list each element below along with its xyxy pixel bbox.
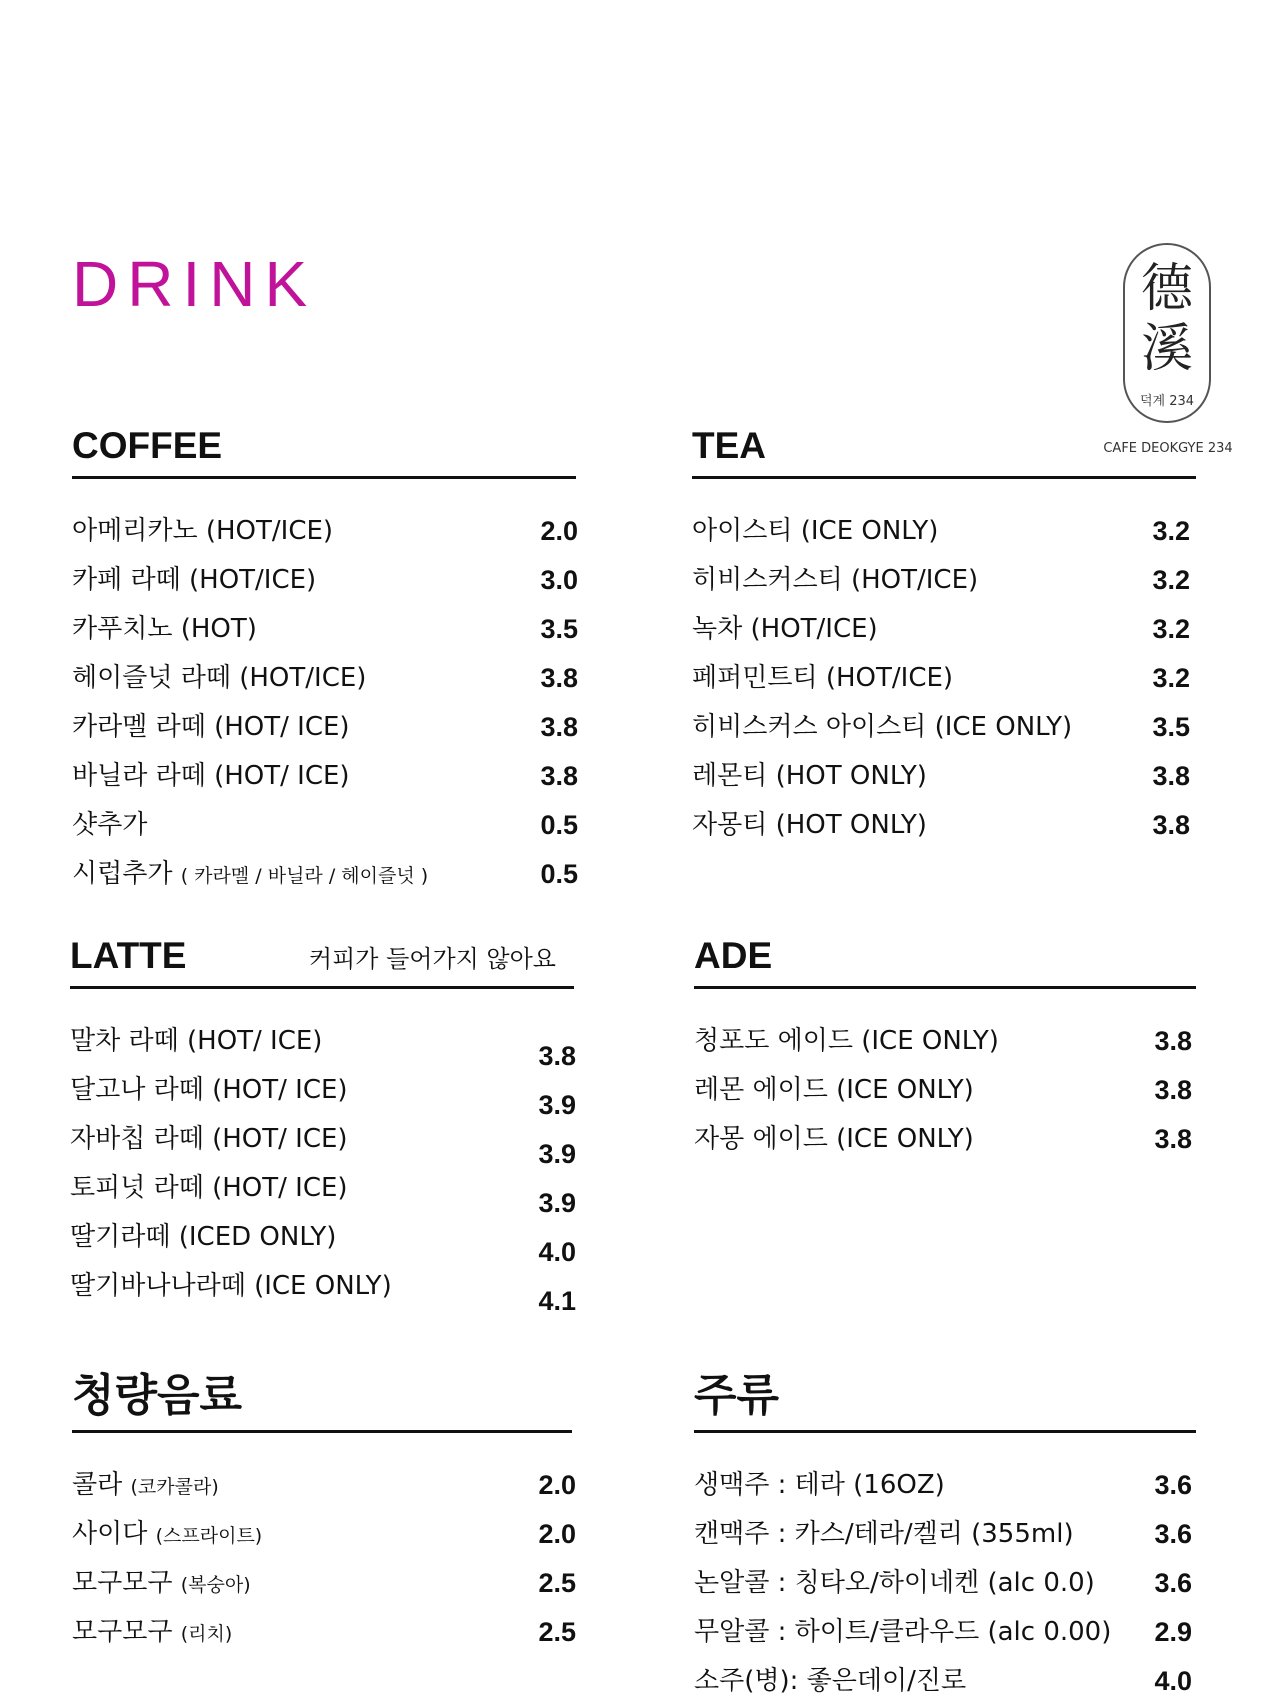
item-price: 3.9 [538,1139,576,1169]
item-price: 3.8 [540,712,578,742]
item-detail: (코카콜라) [130,1476,219,1498]
item-name-text: 자몽 에이드 (ICE ONLY) [694,1124,974,1154]
item-name [72,605,257,654]
item-name [70,1115,348,1164]
item-name [72,654,366,703]
logo-caption: CAFE DEOKGYE 234 [1103,441,1233,456]
item-name-text: 소주(병): 좋은데이/진로 [694,1666,967,1696]
item-name [72,850,428,901]
item-price: 3.8 [1154,1026,1192,1056]
menu-title: DRINK [72,248,317,320]
section-note: 커피가 들어가지 않아요 [308,945,556,973]
item-name-text: 콜라 [72,1470,123,1500]
menu-item [694,1608,1192,1657]
section-coffee [72,420,576,899]
item-name-text: 시럽추가 [72,859,173,889]
menu-item [72,654,578,703]
item-name [694,1657,966,1706]
item-name-text: 무알콜 : 하이트/클라우드 (alc 0.00) [694,1617,1112,1647]
item-name [694,1559,1095,1608]
item-name [72,801,147,850]
item-name-text: 카라멜 라떼 (HOT/ ICE) [72,712,350,742]
item-price: 3.6 [1154,1519,1192,1549]
menu-item [694,1559,1192,1608]
item-price: 4.0 [538,1237,576,1267]
item-price: 3.2 [1152,565,1190,595]
item-name-text: 카페 라떼 (HOT/ICE) [72,565,317,595]
item-price: 2.0 [538,1470,576,1500]
item-name [72,1559,251,1610]
item-name [72,1510,262,1561]
item-name [70,1066,348,1115]
section-soft-drinks [72,1370,576,1657]
item-name-text: 아메리카노 (HOT/ICE) [72,516,334,546]
section-title: TEA [692,425,766,466]
logo-badge [1123,243,1211,423]
menu-item [72,850,578,899]
item-detail: (스프라이트) [155,1525,263,1547]
item-name [694,1115,974,1164]
item-name [694,1608,1111,1657]
item-name [692,752,927,801]
item-name-text: 레몬 에이드 (ICE ONLY) [694,1075,974,1105]
section-divider [72,1430,572,1433]
item-name [72,703,350,752]
item-name-text: 히비스커스티 (HOT/ICE) [692,565,979,595]
item-name [72,556,316,605]
menu-item [692,703,1190,752]
menu-item [70,1164,576,1218]
menu-item [72,1559,576,1608]
item-name-text: 모구모구 [72,1617,173,1647]
item-name [692,654,953,703]
cafe-logo [1098,243,1233,456]
logo-small-text: 덕계 234 [1139,394,1195,409]
item-price: 0.5 [540,859,578,889]
item-price: 3.8 [540,663,578,693]
menu-item [694,1017,1192,1066]
section-alcohol [694,1370,1196,1706]
menu-item [70,1262,576,1316]
section-latte [70,930,576,1316]
item-name-text: 헤이즐넛 라떼 (HOT/ICE) [72,663,367,693]
section-ade [694,930,1196,1164]
item-detail: ( 카라멜 / 바닐라 / 헤이즐넛 ) [180,865,429,887]
item-price: 2.9 [1154,1617,1192,1647]
menu-item [70,1066,576,1120]
section-tea [692,420,1196,850]
item-price: 3.8 [1152,761,1190,791]
section-divider [694,1430,1196,1433]
menu-item [694,1066,1192,1115]
menu-item [692,605,1190,654]
menu-item [692,752,1190,801]
item-price: 2.0 [538,1519,576,1549]
item-name-text: 캔맥주 : 카스/테라/켈리 (355ml) [694,1519,1074,1549]
item-name [692,507,938,556]
item-name-text: 생맥주 : 테라 (16OZ) [694,1470,945,1500]
item-name [72,507,333,556]
item-name-text: 자바칩 라떼 (HOT/ ICE) [70,1124,348,1154]
item-name-text: 사이다 [72,1519,148,1549]
section-title: ADE [694,935,773,976]
item-price: 3.0 [540,565,578,595]
item-name-text: 청포도 에이드 (ICE ONLY) [694,1026,999,1056]
item-price: 3.8 [1154,1075,1192,1105]
logo-char-1: 德 [1140,259,1193,319]
item-name-text: 논알콜 : 칭타오/하이네켄 (alc 0.0) [694,1568,1095,1598]
menu-item [692,507,1190,556]
item-price: 3.2 [1152,663,1190,693]
menu-item [72,1510,576,1559]
item-detail: (복숭아) [180,1574,251,1596]
menu-item [692,556,1190,605]
item-name [70,1164,348,1213]
menu-item [72,1461,576,1510]
item-price: 3.2 [1152,516,1190,546]
item-name [70,1213,336,1262]
item-price: 3.2 [1152,614,1190,644]
item-name-text: 녹차 (HOT/ICE) [692,614,878,644]
menu-item [72,703,578,752]
item-name-text: 딸기라떼 (ICED ONLY) [70,1222,337,1252]
item-name-text: 말차 라떼 (HOT/ ICE) [70,1026,323,1056]
item-name-text: 자몽티 (HOT ONLY) [692,810,927,840]
item-price: 3.6 [1154,1470,1192,1500]
item-price: 3.5 [540,614,578,644]
item-name [692,605,878,654]
menu-item [72,556,578,605]
item-price: 2.5 [538,1568,576,1598]
item-name-text: 달고나 라떼 (HOT/ ICE) [70,1075,348,1105]
item-price: 3.8 [1152,810,1190,840]
item-name [694,1461,945,1510]
item-name [70,1262,392,1311]
menu-item [694,1461,1192,1510]
menu-item [72,605,578,654]
item-name [72,752,350,801]
menu-item [72,1608,576,1657]
item-price: 3.9 [538,1090,576,1120]
menu-item [692,654,1190,703]
menu-item [72,801,578,850]
item-name-text: 딸기바나나라떼 (ICE ONLY) [70,1271,392,1301]
item-name [694,1017,999,1066]
menu-item [70,1115,576,1169]
item-detail: (리치) [180,1623,233,1645]
item-name [692,556,978,605]
item-price: 3.8 [1154,1124,1192,1154]
section-divider [70,986,574,989]
section-title: 주류 [694,1370,780,1421]
item-name [70,1017,322,1066]
menu-item [72,752,578,801]
item-name-text: 레몬티 (HOT ONLY) [692,761,927,791]
item-name-text: 페퍼민트티 (HOT/ICE) [692,663,954,693]
logo-char-2: 溪 [1140,319,1193,379]
menu-item [694,1657,1192,1706]
item-price: 3.9 [538,1188,576,1218]
item-price: 3.5 [1152,712,1190,742]
section-title: COFFEE [72,425,223,466]
item-name-text: 히비스커스 아이스티 (ICE ONLY) [692,712,1073,742]
item-price: 3.8 [538,1041,576,1071]
item-price: 4.1 [538,1286,576,1316]
item-price: 2.0 [540,516,578,546]
item-name-text: 아이스티 (ICE ONLY) [692,516,939,546]
menu-item [694,1115,1192,1164]
section-divider [694,986,1196,989]
item-name [694,1066,974,1115]
section-divider [692,476,1196,479]
item-name-text: 샷추가 [72,810,148,840]
item-name [694,1510,1074,1559]
item-name-text: 모구모구 [72,1568,173,1598]
item-name [692,703,1072,752]
item-name [72,1608,232,1659]
section-divider [72,476,576,479]
item-name-text: 카푸치노 (HOT) [72,614,257,644]
menu-item [70,1017,576,1071]
item-name-text: 바닐라 라떼 (HOT/ ICE) [72,761,350,791]
item-name [692,801,927,850]
item-name [72,1461,219,1512]
item-price: 2.5 [538,1617,576,1647]
menu-item [72,507,578,556]
item-price: 0.5 [540,810,578,840]
section-title: LATTE [70,935,187,976]
menu-item [70,1213,576,1267]
item-name-text: 토피넛 라떼 (HOT/ ICE) [70,1173,348,1203]
menu-item [694,1510,1192,1559]
menu-item [692,801,1190,850]
section-title: 청량음료 [72,1370,243,1421]
item-price: 3.8 [540,761,578,791]
item-price: 3.6 [1154,1568,1192,1598]
item-price: 4.0 [1154,1666,1192,1696]
